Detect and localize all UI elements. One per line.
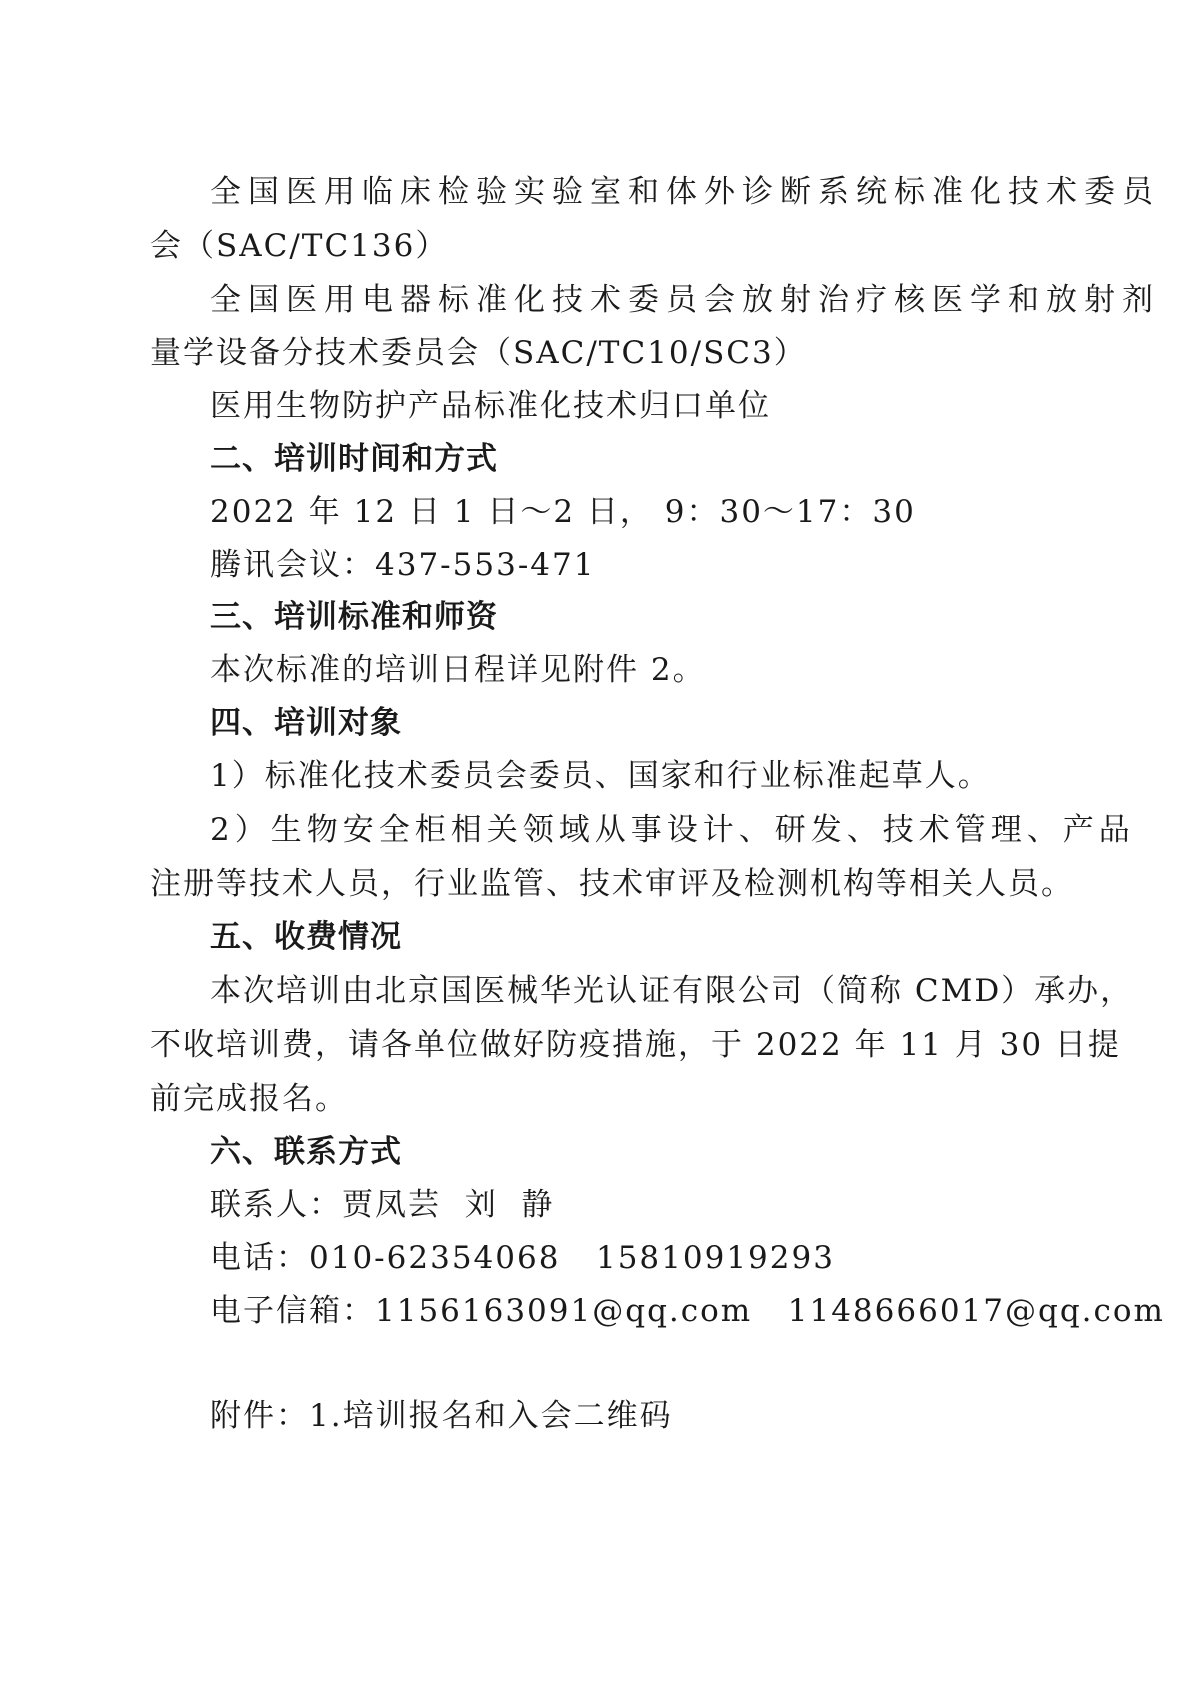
committee-1-line-1: 全国医用临床检验实验室和体外诊断系统标准化技术委员 [210,174,1160,210]
fee-line-3: 前完成报名。 [150,1081,348,1117]
training-time: 2022 年 12 日 1 日～2 日， 9：30～17：30 [210,494,916,530]
committee-3: 医用生物防护产品标准化技术归口单位 [210,388,771,424]
section-2-heading: 二、培训时间和方式 [210,441,498,477]
section-6-heading: 六、联系方式 [210,1134,402,1170]
committee-1-line-2: 会（SAC/TC136） [150,228,449,264]
committee-2-line-2: 量学设备分技术委员会（SAC/TC10/SC3） [150,335,807,371]
contact-email: 电子信箱：1156163091@qq.com 1148666017@qq.com [210,1293,1165,1329]
fee-line-1: 本次培训由北京国医械华光认证有限公司（简称 CMD）承办， [210,973,1134,1009]
audience-item-2-line-1: 2）生物安全柜相关领域从事设计、研发、技术管理、产品 [210,812,1135,848]
contact-phone: 电话：010-62354068 15810919293 [210,1240,835,1276]
section-5-heading: 五、收费情况 [210,919,402,955]
audience-item-1: 1）标准化技术委员会委员、国家和行业标准起草人。 [210,758,991,794]
section-3-text: 本次标准的培训日程详见附件 2。 [210,652,706,688]
section-3-heading: 三、培训标准和师资 [210,599,498,635]
section-4-heading: 四、培训对象 [210,705,402,741]
tencent-meeting-id: 腾讯会议：437-553-471 [210,547,596,583]
contact-persons: 联系人：贾凤芸 刘 静 [210,1187,555,1223]
attachment-note: 附件：1.培训报名和入会二维码 [210,1398,673,1434]
fee-line-2: 不收培训费，请各单位做好防疫措施，于 2022 年 11 月 30 日提 [150,1027,1121,1063]
audience-item-2-line-2: 注册等技术人员，行业监管、技术审评及检测机构等相关人员。 [150,866,1074,902]
committee-2-line-1: 全国医用电器标准化技术委员会放射治疗核医学和放射剂 [210,282,1160,318]
